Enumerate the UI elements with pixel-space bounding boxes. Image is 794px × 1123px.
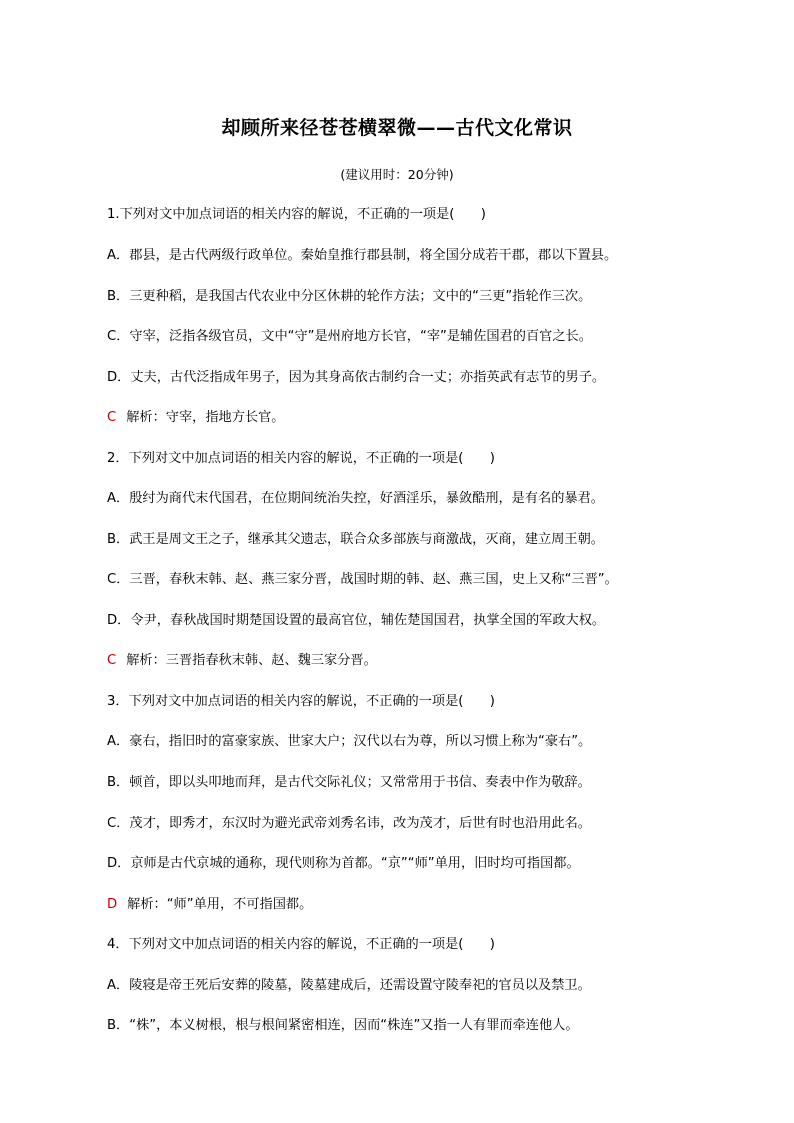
question-2-option-c: C．三晋，春秋末韩、赵、燕三家分晋，战国时期的韩、赵、燕三国，史上又称“三晋”。	[107, 572, 618, 587]
question-2-analysis: 解析：三晋指春秋末韩、赵、魏三家分晋。	[126, 653, 377, 668]
question-1-option-a: A．郡县，是古代两级行政单位。秦始皇推行郡县制，将全国分成若干郡，郡以下置县。	[107, 248, 618, 263]
question-3-option-b: B．顿首，即以头叩地而拜，是古代交际礼仪；又常常用于书信、奏表中作为敬辞。	[107, 775, 591, 790]
question-1-option-d: D．丈夫，古代泛指成年男子，因为其身高依古制约合一丈；亦指英武有志节的男子。	[107, 370, 606, 385]
time-suggestion: (建议用时：20分钟)	[340, 167, 454, 182]
question-1-option-c: C．守宰，泛指各级官员，文中“守”是州府地方长官，“宰”是辅佐国君的百官之长。	[107, 329, 592, 344]
page-title: 却顾所来径苍苍横翠微——古代文化常识	[221, 117, 573, 139]
question-1-option-b: B．三更种稻，是我国古代农业中分区休耕的轮作方法；文中的“三更”指轮作三次。	[107, 289, 592, 304]
question-4-option-b: B．“株”，本义树根，根与根间紧密相连，因而“株连”又指一人有罪而牵连他人。	[107, 1018, 579, 1033]
question-3-option-c: C．茂才，即秀才，东汉时为避光武帝刘秀名讳，改为茂才，后世有时也沿用此名。	[107, 816, 591, 831]
question-2-option-b: B．武王是周文王之子，继承其父遗志，联合众多部族与商激战，灭商，建立周王朝。	[107, 532, 604, 547]
question-1-stem: 1.下列对文中加点词语的相关内容的解说，不正确的一项是( )	[107, 207, 486, 222]
question-2-option-d: D．令尹，春秋战国时期楚国设置的最高官位，辅佐楚国国君，执掌全国的军政大权。	[107, 613, 606, 628]
question-4-stem: 4．下列对文中加点词语的相关内容的解说，不正确的一项是( )	[107, 937, 495, 952]
question-3-answer: D	[107, 897, 118, 912]
question-3-stem: 3．下列对文中加点词语的相关内容的解说，不正确的一项是( )	[107, 694, 495, 709]
question-1-answer-row	[107, 409, 687, 427]
question-4-option-a: A．陵寝是帝王死后安葬的陵墓，陵墓建成后，还需设置守陵奉祀的官员以及禁卫。	[107, 978, 591, 993]
question-3-answer-row	[107, 896, 687, 914]
question-2-stem: 2．下列对文中加点词语的相关内容的解说，不正确的一项是( )	[107, 451, 495, 466]
question-3-option-d: D．京师是古代京城的通称，现代则称为首都。“京”“师”单用，旧时均可指国都。	[107, 856, 580, 871]
question-1-answer: C	[107, 410, 117, 425]
question-3-option-a: A．豪右，指旧时的富豪家族、世家大户；汉代以右为尊，所以习惯上称为“豪右”。	[107, 734, 592, 749]
question-2-option-a: A．殷纣为商代末代国君，在位期间统治失控，好酒淫乐，暴敛酷刑，是有名的暴君。	[107, 491, 604, 506]
question-3-analysis: 解析：“师”单用，不可指国都。	[127, 897, 313, 912]
question-2-answer-row	[107, 652, 687, 670]
question-2-answer: C	[107, 653, 117, 668]
question-1-analysis: 解析：守宰，指地方长官。	[126, 410, 285, 425]
